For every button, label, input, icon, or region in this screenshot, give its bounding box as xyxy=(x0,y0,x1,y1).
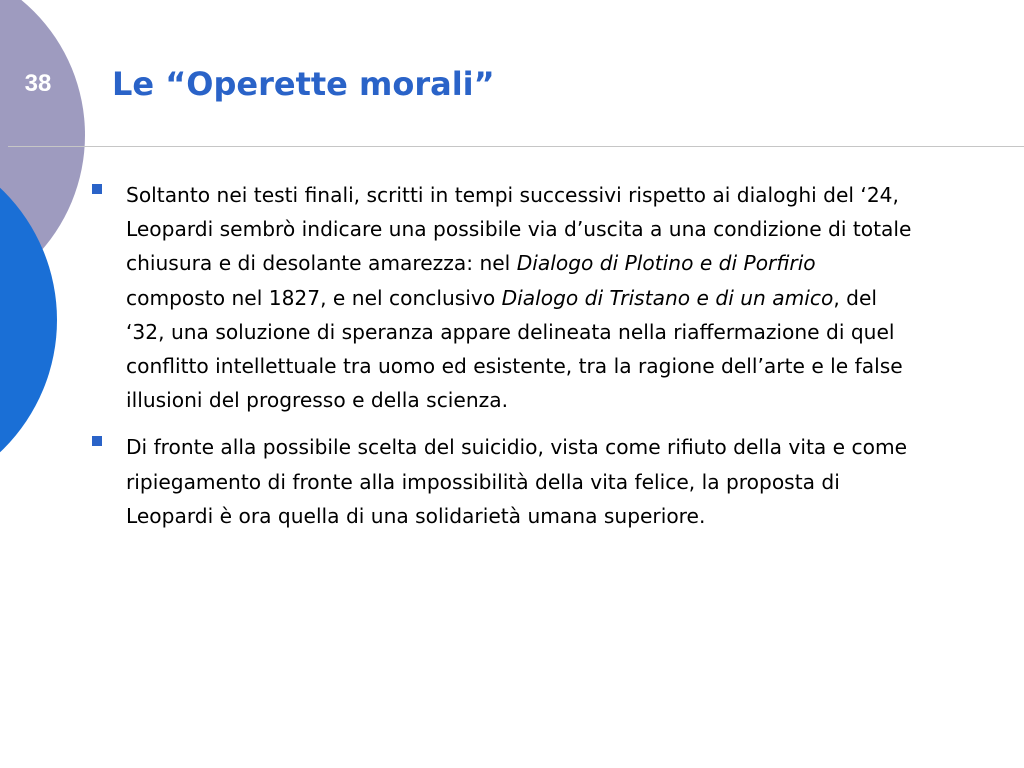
bullet-text-segment: composto nel 1827, e nel conclusivo xyxy=(126,285,502,310)
bullet-text: Di fronte alla possibile scelta del suicidio, vista come rifiuto della vita e come ripiegamento di fronte alla impossibilità della vita felice, la proposta di Leopardi è ora quella di una solidarietà umana superiore. xyxy=(126,435,908,528)
title-divider xyxy=(8,146,1024,147)
slide-number: 38 xyxy=(24,70,52,97)
bullet-text xyxy=(126,178,918,417)
bullet-item xyxy=(88,430,918,533)
bullet-text-segment: Soltanto nei testi finali, scritti in tempi successivi rispetto ai dialoghi del ‘24, Leopardi sembrò indicare una possibile via d’uscita a una condizione di totale chiusura e di desolante amarezza: nel xyxy=(126,183,912,276)
work-title: Dialogo di Tristano e di un amico xyxy=(501,285,834,310)
square-bullet-icon xyxy=(92,436,102,446)
slide-title: Le “Operette morali” xyxy=(112,65,495,103)
square-bullet-icon xyxy=(92,184,102,194)
work-title: Dialogo di Plotino e di Porfirio xyxy=(516,251,816,276)
bullet-list xyxy=(88,178,918,546)
bullet-text-segment: , del ‘32, una soluzione di speranza appare delineata nella riaffermazione di quel conflitto intellettuale tra uomo ed esistente, tra la ragione dell’arte e le false illusioni del progresso e della scienza. xyxy=(126,285,903,413)
bullet-item xyxy=(88,178,918,417)
